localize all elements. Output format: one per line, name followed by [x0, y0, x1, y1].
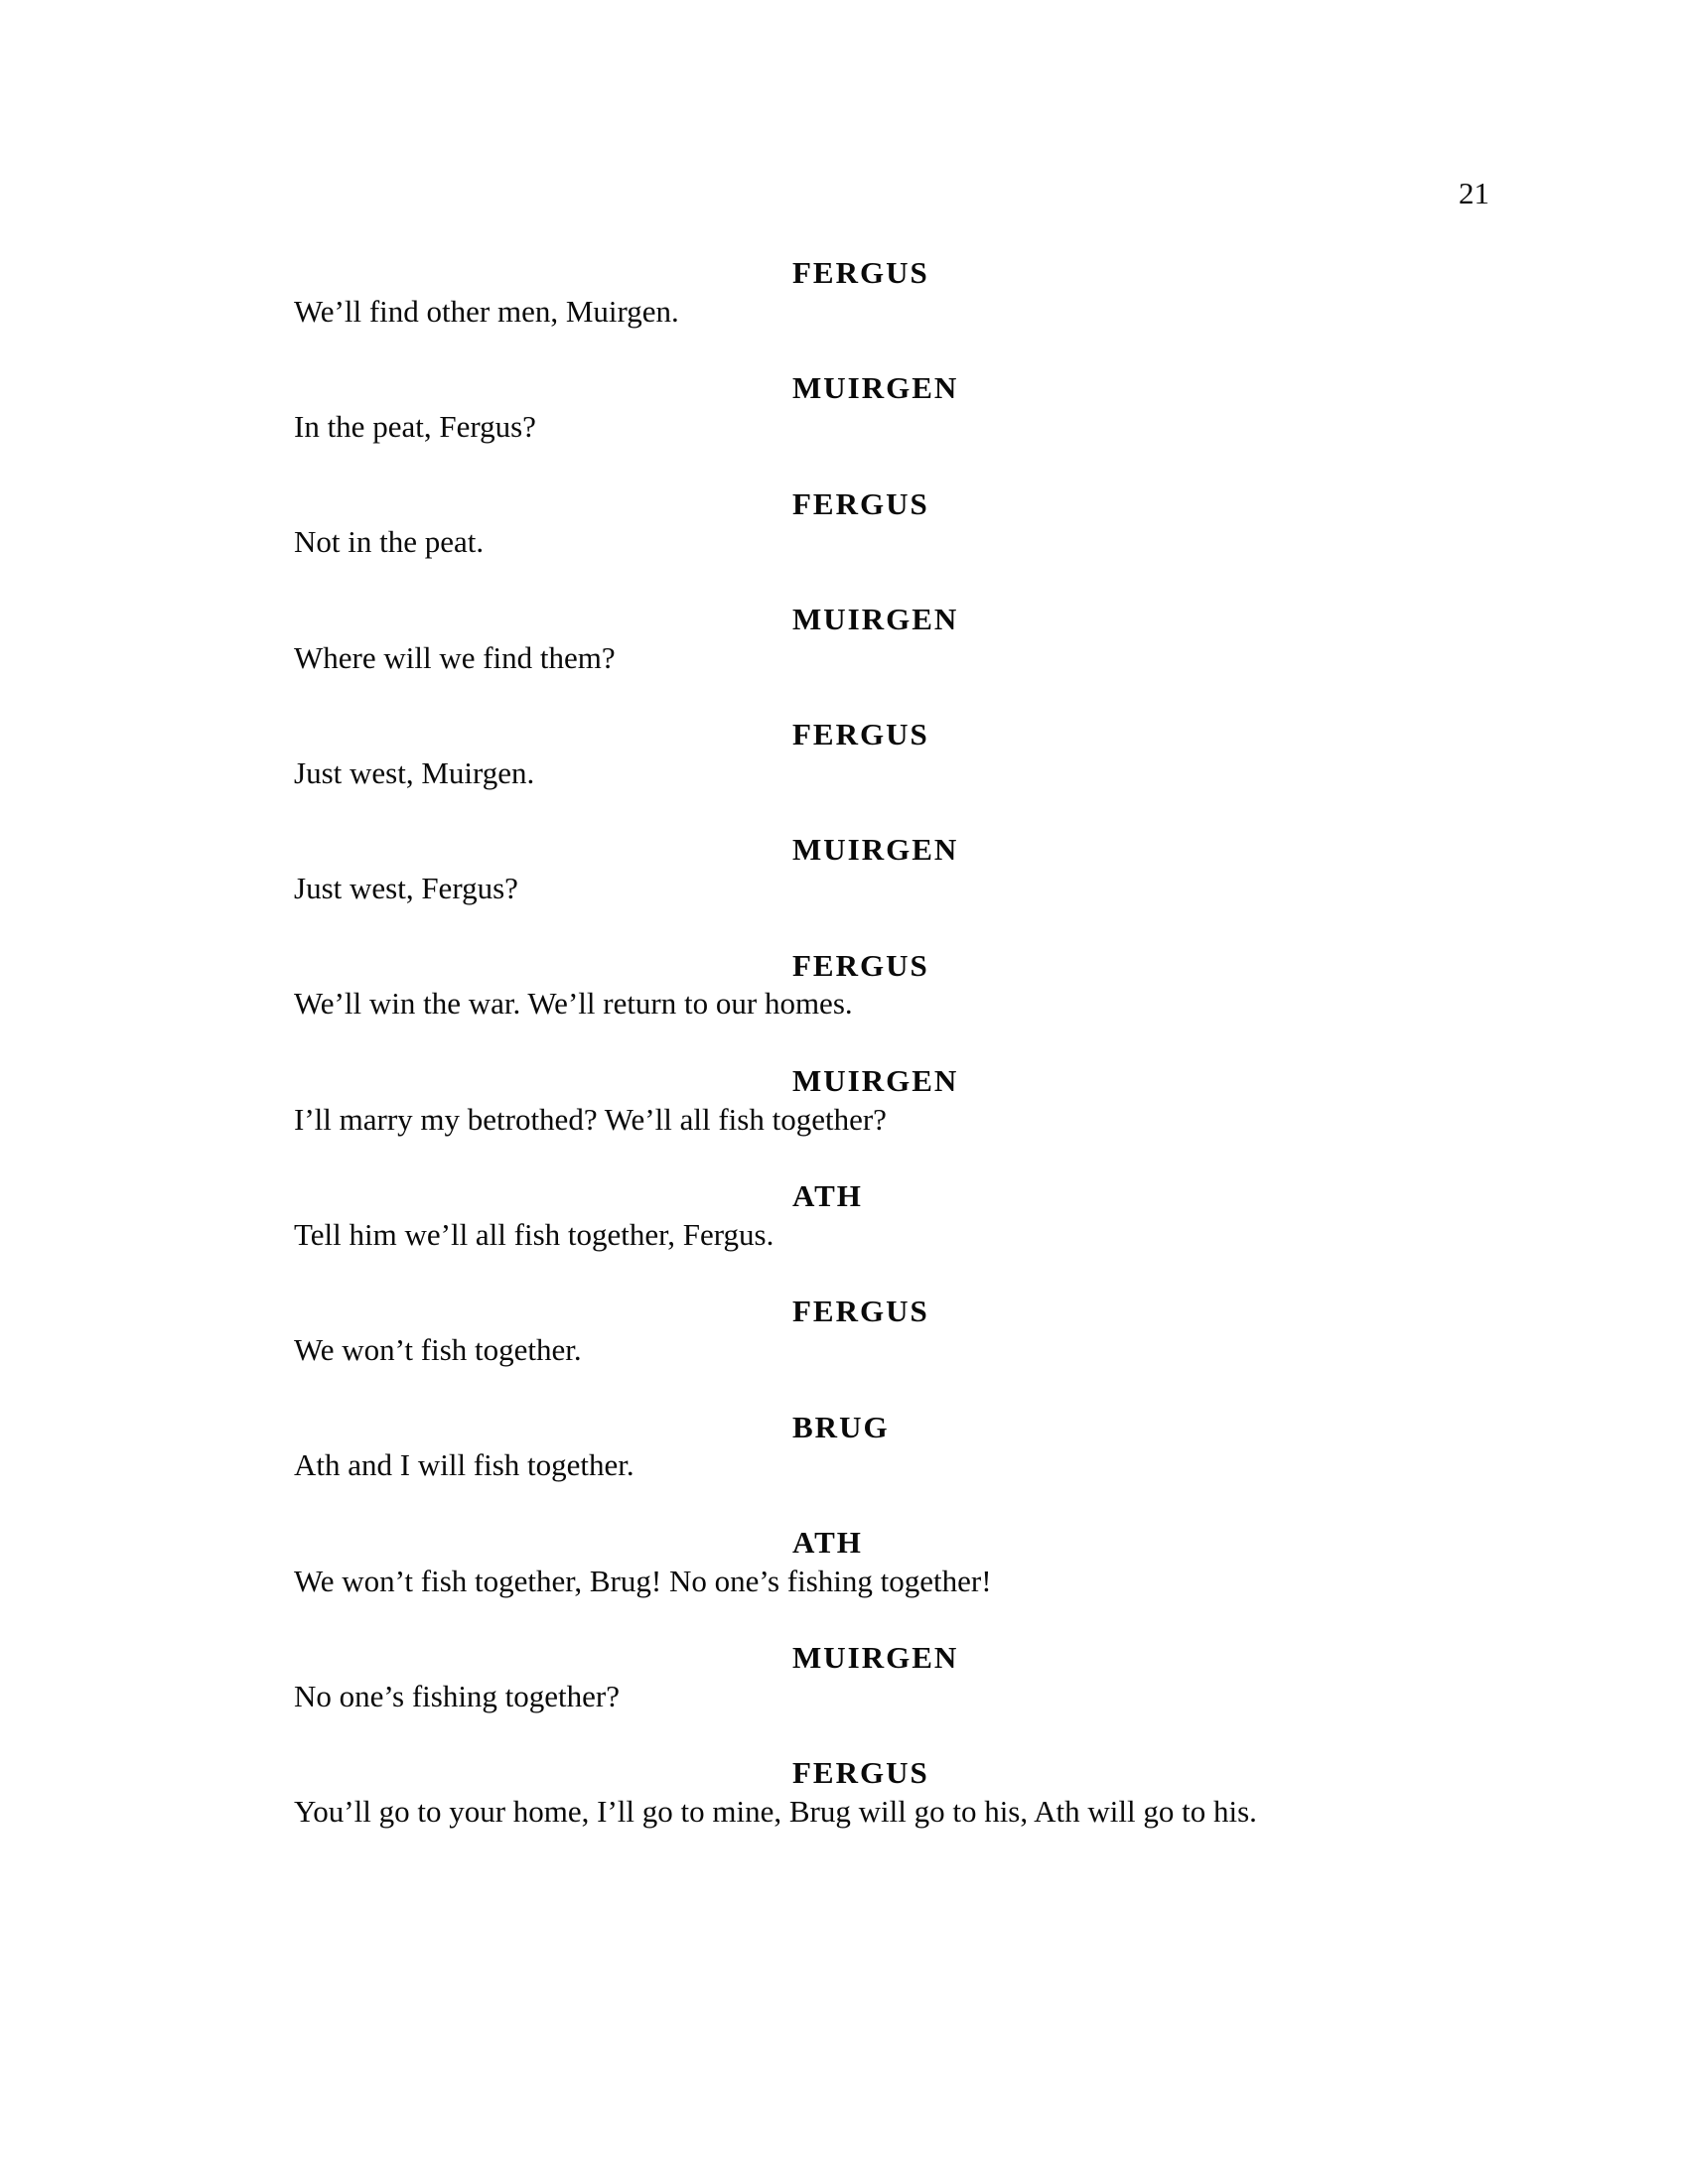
character-name: FERGUS — [792, 947, 929, 983]
dialogue-line: Just west, Muirgen. — [294, 754, 535, 790]
character-name: MUIRGEN — [792, 1640, 959, 1675]
dialogue-line: We’ll find other men, Muirgen. — [294, 293, 679, 329]
character-name: ATH — [792, 1524, 863, 1560]
character-name: MUIRGEN — [792, 370, 959, 406]
dialogue-block — [0, 485, 1688, 563]
dialogue-line: Tell him we’ll all fish together, Fergus. — [294, 1216, 774, 1252]
character-name: ATH — [792, 1178, 863, 1213]
character-name: FERGUS — [792, 717, 929, 751]
dialogue-block — [0, 831, 1688, 908]
character-name: FERGUS — [792, 255, 929, 290]
dialogue-line: I’ll marry my betrothed? We’ll all fish together? — [294, 1101, 887, 1137]
script-body — [0, 254, 1688, 1870]
dialogue-line: You’ll go to your home, I’ll go to mine, Brug will go to his, Ath will go to his. — [294, 1794, 1257, 1829]
dialogue-block — [0, 601, 1688, 678]
dialogue-line: In the peat, Fergus? — [294, 409, 536, 444]
character-name: FERGUS — [792, 1294, 929, 1329]
dialogue-block — [0, 947, 1688, 1024]
dialogue-line: Just west, Fergus? — [294, 871, 518, 905]
character-name: BRUG — [792, 1409, 890, 1444]
dialogue-block — [0, 1524, 1688, 1601]
dialogue-block — [0, 1639, 1688, 1716]
dialogue-line: We won’t fish together, Brug! No one’s fishing together! — [294, 1563, 992, 1598]
character-name: MUIRGEN — [792, 601, 959, 636]
dialogue-block — [0, 1754, 1688, 1832]
page-number: 21 — [1459, 176, 1489, 210]
dialogue-block — [0, 1409, 1688, 1486]
dialogue-line: Not in the peat. — [294, 524, 485, 560]
dialogue-block — [0, 369, 1688, 447]
dialogue-block — [0, 716, 1688, 793]
dialogue-line: We’ll win the war. We’ll return to our homes. — [294, 986, 853, 1022]
dialogue-block — [0, 1293, 1688, 1370]
dialogue-block — [0, 254, 1688, 332]
dialogue-block — [0, 1062, 1688, 1140]
character-name: MUIRGEN — [792, 1062, 959, 1098]
character-name: FERGUS — [792, 1755, 929, 1791]
dialogue-block — [0, 1177, 1688, 1255]
dialogue-line: Where will we find them? — [294, 639, 616, 675]
character-name: FERGUS — [792, 485, 929, 521]
dialogue-line: No one’s fishing together? — [294, 1678, 621, 1713]
dialogue-line: Ath and I will fish together. — [294, 1447, 634, 1483]
character-name: MUIRGEN — [792, 832, 959, 868]
dialogue-line: We won’t fish together. — [294, 1332, 582, 1367]
